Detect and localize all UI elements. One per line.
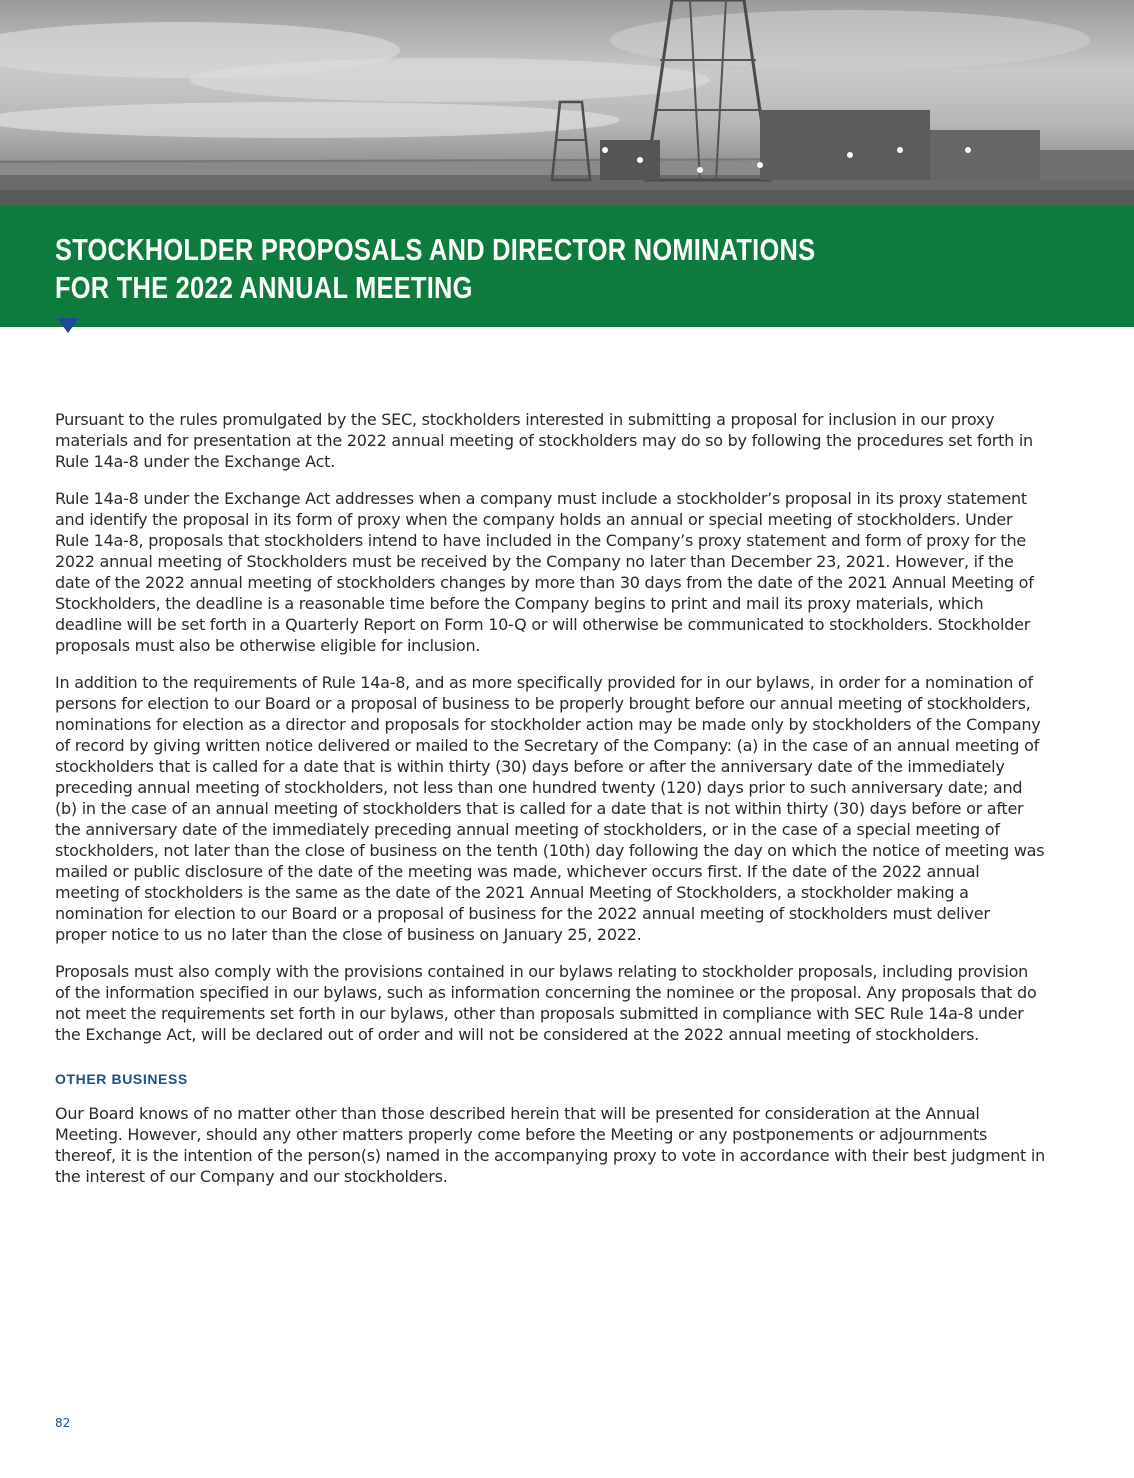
paragraph-bylaws-nominations: In addition to the requirements of Rule 14a-8, and as more specifically provided for in our bylaws, in order for a nomination of persons for election to our Board or a proposal of business to be properly brought before our annual meeting of stockholders, nominations for election as a director and proposals for stockholder action may be made only by stockholders of the Company of record by giving written notice delivered or mailed to the Secretary of the Company: (a) in the case of an annual meeting of stockholders that is called for a date that is within thirty (30) days before or after the anniversary date of the immediately preceding annual meeting of stockholders, not less than one hundred twenty (120) days prior to such anniversary date; and (b) in the case of an annual meeting of stockholders that is called for a date that is not within thirty (30) days before or after the anniversary date of the immediately preceding annual meeting of stockholders, or in the case of a special meeting of stockholders, not later than the close of business on the tenth (10th) day following the day on which the notice of meeting was mailed or public disclosure of the date of the meeting was made, whichever occurs first. If the date of the 2022 annual meeting of stockholders is the same as the date of the 2021 Annual Meeting of Stockholders, a stockholder making a nomination for election to our Board or a proposal of business for the 2022 annual meeting of stockholders must deliver proper notice to us no later than the close of business on January 25, 2022. xyxy=(55,673,1045,944)
page-title xyxy=(55,231,815,307)
oil-rig-photo-illustration xyxy=(0,0,1134,206)
paragraph-rule-14a8-deadline: Rule 14a-8 under the Exchange Act addresses when a company must include a stockholder’s proposal in its proxy statement and identify the proposal in its form of proxy when the company holds an annual or special meeting of stockholders. Under Rule 14a-8, proposals that stockholders intend to have included in the Company’s proxy statement and form of proxy for the 2022 annual meeting of Stockholders must be received by the Company no later than December 23, 2021. However, if the date of the 2022 annual meeting of stockholders changes by more than 30 days from the date of the 2021 Annual Meeting of Stockholders, the deadline is a reasonable time before the Company begins to print and mail its proxy materials, which deadline will be set forth in a Quarterly Report on Form 10-Q or will otherwise be communicated to stockholders. Stockholder proposals must also be otherwise eligible for inclusion. xyxy=(55,489,1034,655)
paragraph-other-business: Our Board knows of no matter other than those described herein that will be presented for consideration at the Annual Meeting. However, should any other matters properly come before the Meeting or any postponements or adjournments thereof, it is the intention of the person(s) named in the accompanying proxy to vote in accordance with their best judgment in the interest of our Company and our stockholders. xyxy=(55,1104,1045,1186)
paragraph-rule-14a8-intro: Pursuant to the rules promulgated by the SEC, stockholders interested in submitting a proposal for inclusion in our proxy materials and for presentation at the 2022 annual meeting of stockholders may do so by following the procedures set forth in Rule 14a-8 under the Exchange Act. xyxy=(55,410,1033,471)
main-content xyxy=(55,409,1045,1203)
down-arrow-icon xyxy=(57,318,79,333)
page-title-line-1: STOCKHOLDER PROPOSALS AND DIRECTOR NOMINATIONS xyxy=(55,232,816,267)
header-photo-oil-rig xyxy=(0,0,1134,206)
paragraph-bylaws-compliance: Proposals must also comply with the provisions contained in our bylaws relating to stockholder proposals, including provision of the information specified in our bylaws, such as information concerning the nominee or the proposal. Any proposals that do not meet the requirements set forth in our bylaws, other than proposals submitted in compliance with SEC Rule 14a-8 under the Exchange Act, will be declared out of order and will not be considered at the 2022 annual meeting of stockholders. xyxy=(55,962,1037,1044)
page-title-line-2: FOR THE 2022 ANNUAL MEETING xyxy=(55,270,473,305)
page-number: 82 xyxy=(55,1416,71,1430)
section-heading-other-business: OTHER BUSINESS xyxy=(55,1071,188,1087)
